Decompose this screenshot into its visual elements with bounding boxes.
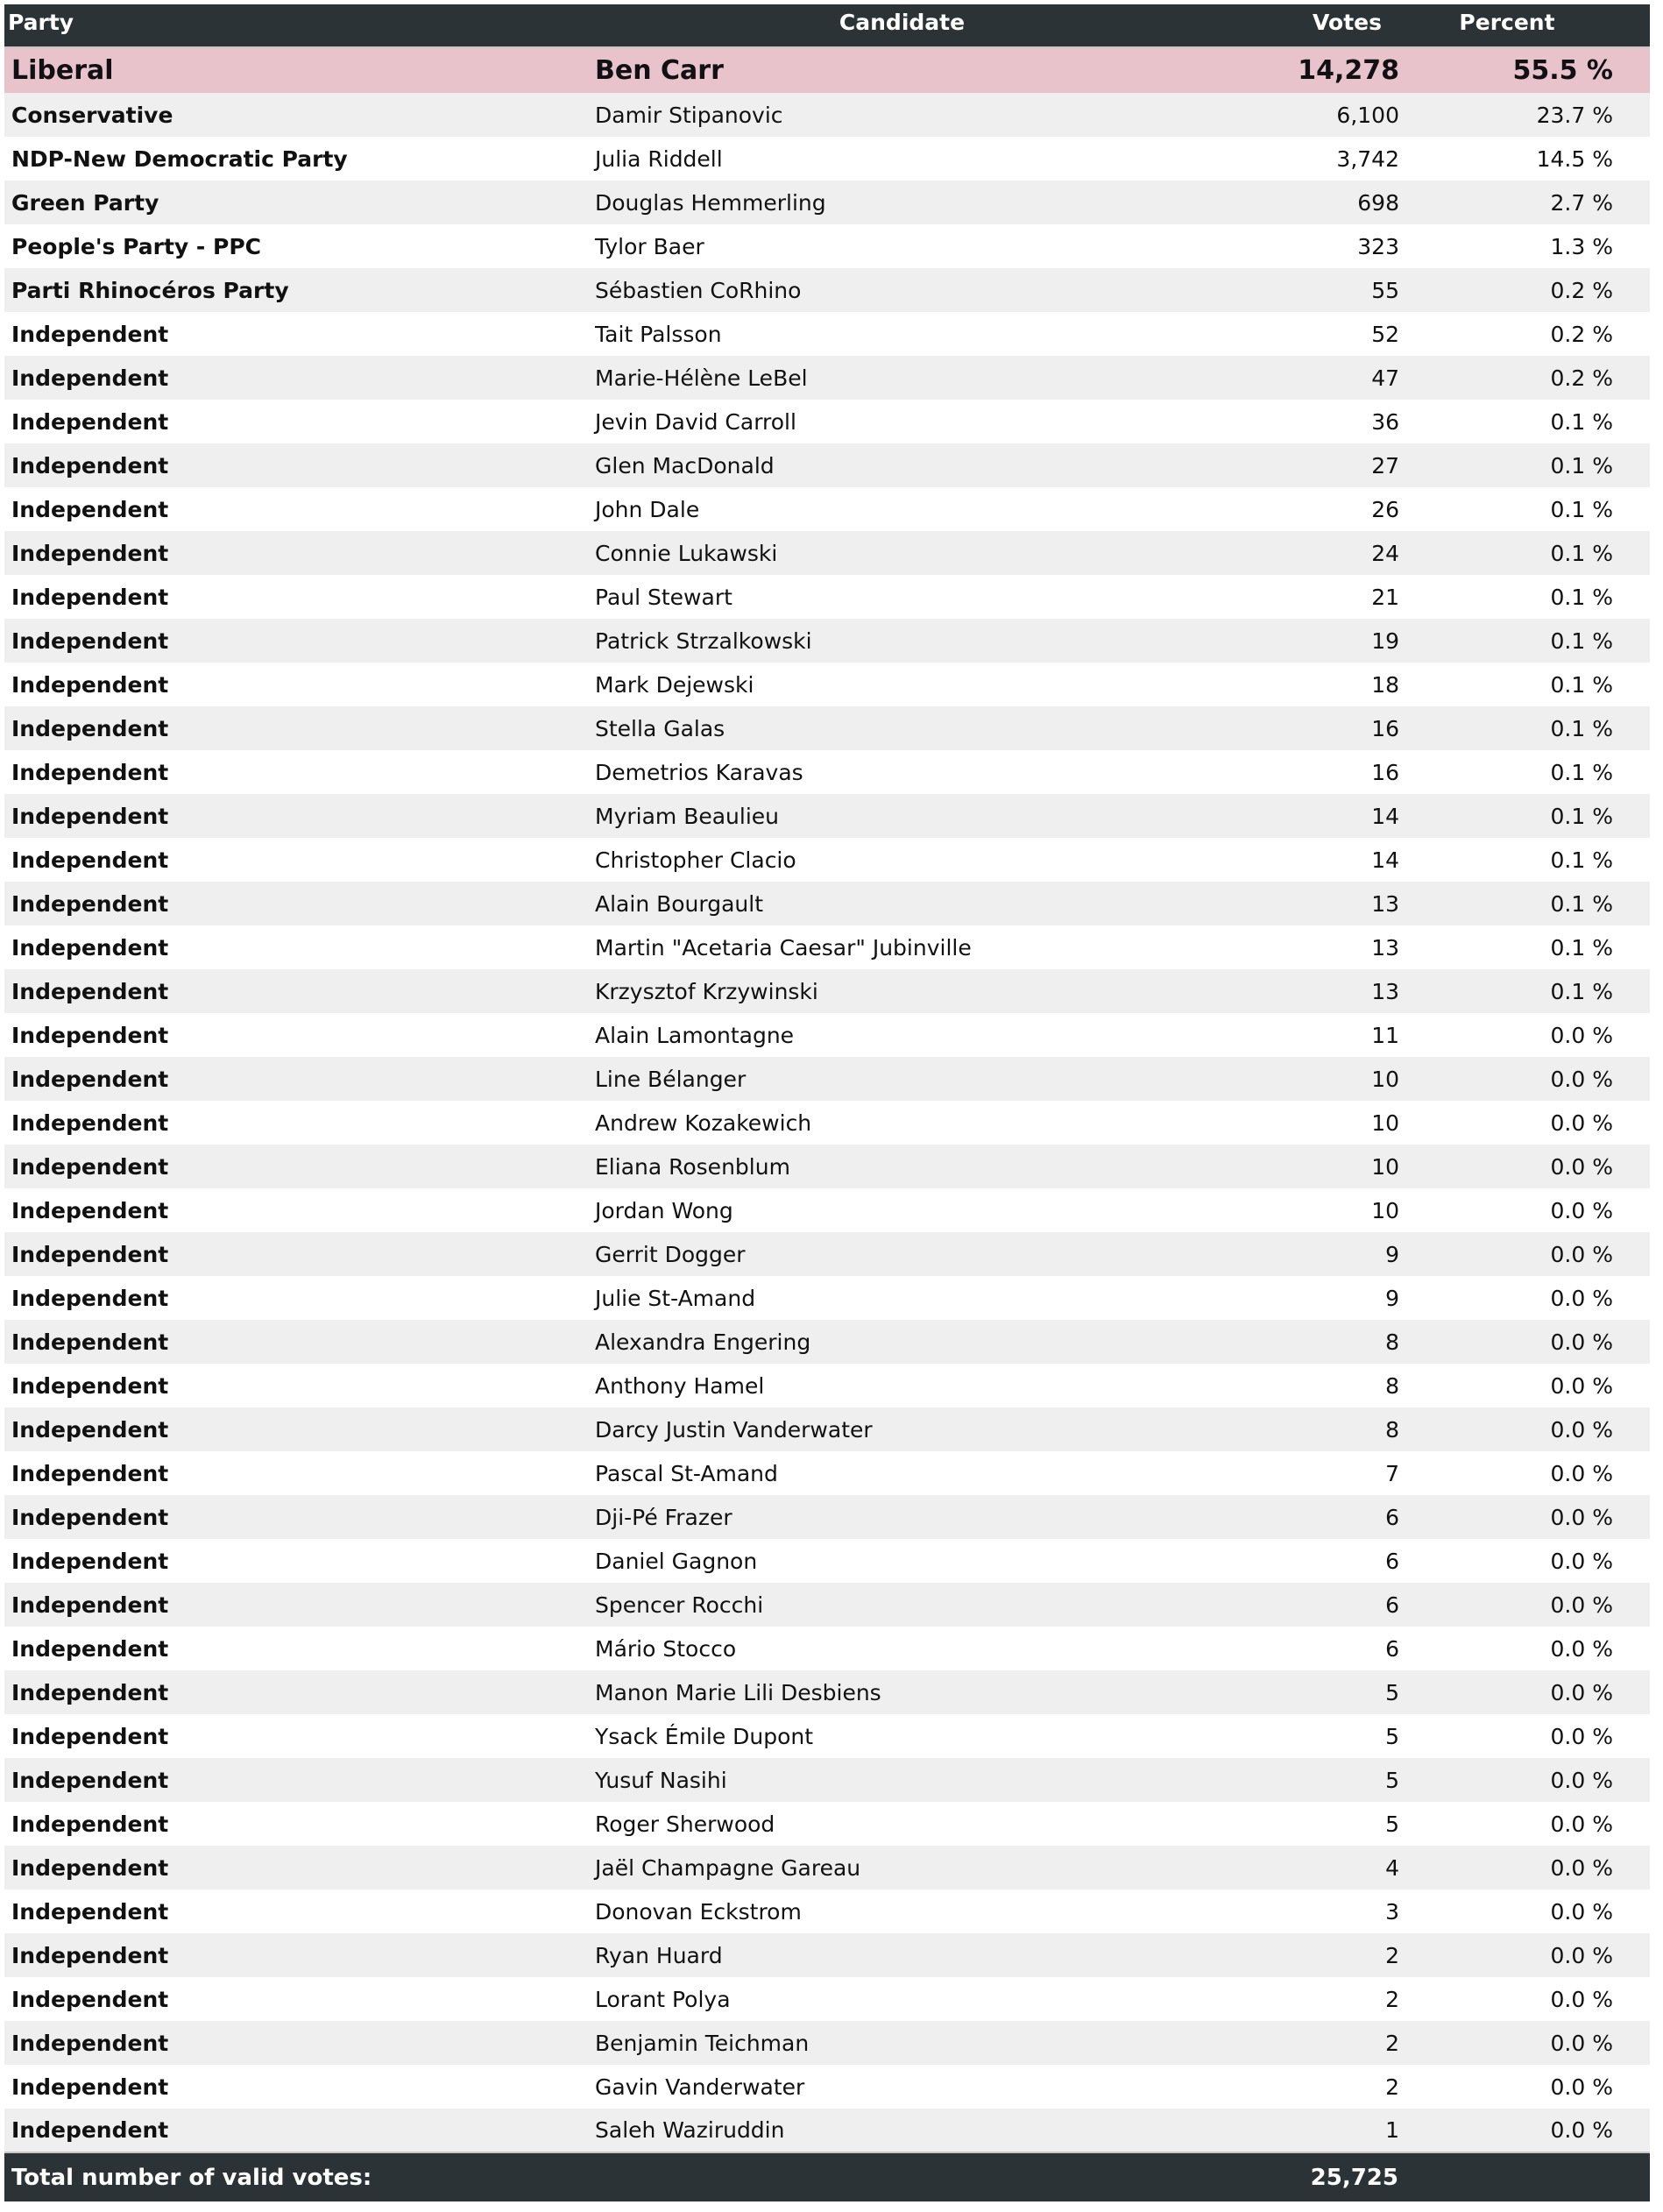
candidate-cell: Marie-Hélène LeBel — [595, 365, 808, 391]
party-cell: Independent — [11, 1504, 169, 1530]
table-row — [4, 487, 1650, 531]
percent-cell: 0.0 % — [1550, 1942, 1613, 1968]
percent-cell: 2.7 % — [1550, 189, 1613, 216]
party-cell: Independent — [11, 671, 169, 698]
table-row — [4, 1188, 1650, 1232]
party-cell: Independent — [11, 978, 169, 1004]
candidate-cell: Krzysztof Krzywinski — [595, 978, 818, 1004]
table-row — [4, 706, 1650, 750]
votes-cell: 5 — [1385, 1811, 1399, 1837]
votes-cell: 3 — [1385, 1898, 1399, 1925]
party-cell: Parti Rhinocéros Party — [11, 277, 289, 303]
table-row — [4, 181, 1650, 224]
candidate-cell: Connie Lukawski — [595, 540, 778, 566]
table-row — [4, 2065, 1650, 2109]
percent-cell: 0.0 % — [1550, 1898, 1613, 1925]
candidate-cell: Patrick Strzalkowski — [595, 627, 812, 654]
table-row — [4, 93, 1650, 137]
table-row — [4, 2021, 1650, 2065]
candidate-cell: Julie St-Amand — [595, 1285, 756, 1311]
table-row — [4, 356, 1650, 400]
candidate-cell: Demetrios Karavas — [595, 759, 803, 785]
candidate-cell: Alain Bourgault — [595, 890, 764, 917]
percent-cell: 0.1 % — [1550, 847, 1613, 873]
party-cell: Independent — [11, 627, 169, 654]
table-row — [4, 137, 1650, 181]
votes-cell: 4 — [1385, 1854, 1399, 1881]
party-cell: Independent — [11, 452, 169, 479]
votes-cell: 1 — [1385, 2117, 1399, 2143]
percent-cell: 0.0 % — [1550, 1767, 1613, 1793]
party-cell: Independent — [11, 1416, 169, 1443]
party-cell: Independent — [11, 2117, 169, 2143]
candidate-cell: Stella Galas — [595, 715, 725, 741]
candidate-cell: Alain Lamontagne — [595, 1022, 795, 1048]
percent-cell: 0.0 % — [1550, 1548, 1613, 1574]
percent-cell: 0.1 % — [1550, 759, 1613, 785]
table-row — [4, 1583, 1650, 1627]
candidate-cell: Tait Palsson — [595, 321, 722, 347]
candidate-cell: Jordan Wong — [595, 1197, 733, 1223]
votes-cell: 6 — [1385, 1504, 1399, 1530]
table-row — [4, 1101, 1650, 1145]
votes-cell: 9 — [1385, 1285, 1399, 1311]
total-percent-empty — [1399, 2152, 1650, 2201]
table-header-row — [4, 4, 1650, 47]
percent-cell: 0.0 % — [1550, 1635, 1613, 1662]
candidate-cell: Gerrit Dogger — [595, 1241, 746, 1267]
percent-cell: 0.1 % — [1550, 890, 1613, 917]
candidate-cell: Mark Dejewski — [595, 671, 754, 698]
table-row — [4, 1364, 1650, 1407]
candidate-cell: Mário Stocco — [595, 1635, 737, 1662]
candidate-cell: Jevin David Carroll — [595, 408, 796, 435]
header-percent: Percent — [1399, 4, 1650, 47]
candidate-cell: Myriam Beaulieu — [595, 803, 780, 829]
table-row-winner — [4, 47, 1650, 93]
percent-cell: 0.0 % — [1550, 1066, 1613, 1092]
votes-cell: 9 — [1385, 1241, 1399, 1267]
party-cell: Independent — [11, 408, 169, 435]
candidate-cell: Paul Stewart — [595, 584, 732, 610]
candidate-cell: Christopher Clacio — [595, 847, 796, 873]
candidate-cell: Darcy Justin Vanderwater — [595, 1416, 873, 1443]
header-votes: Votes — [1220, 4, 1399, 47]
table-row — [4, 1977, 1650, 2021]
percent-cell: 0.1 % — [1550, 584, 1613, 610]
party-cell: Green Party — [11, 189, 159, 216]
percent-cell: 0.0 % — [1550, 1592, 1613, 1618]
candidate-cell: John Dale — [595, 496, 700, 522]
votes-cell: 10 — [1371, 1153, 1399, 1180]
table-row — [4, 1145, 1650, 1188]
table-row — [4, 1013, 1650, 1057]
votes-cell: 14 — [1371, 847, 1399, 873]
percent-cell: 0.0 % — [1550, 1372, 1613, 1399]
candidate-cell: Dji-Pé Frazer — [595, 1504, 732, 1530]
party-cell: Independent — [11, 1679, 169, 1705]
votes-cell: 16 — [1371, 759, 1399, 785]
percent-cell: 0.0 % — [1550, 2030, 1613, 2056]
table-row — [4, 838, 1650, 882]
party-cell: Independent — [11, 1372, 169, 1399]
votes-cell: 2 — [1385, 1942, 1399, 1968]
party-cell: Independent — [11, 1460, 169, 1486]
table-row — [4, 969, 1650, 1013]
party-cell: Independent — [11, 1285, 169, 1311]
party-cell: Independent — [11, 1986, 169, 2012]
table-row — [4, 1846, 1650, 1889]
votes-cell: 21 — [1371, 584, 1399, 610]
total-label: Total number of valid votes: — [4, 2152, 1220, 2201]
party-cell: NDP-New Democratic Party — [11, 145, 348, 172]
votes-cell: 5 — [1385, 1767, 1399, 1793]
table-row — [4, 794, 1650, 838]
party-cell: Independent — [11, 1898, 169, 1925]
table-row — [4, 1933, 1650, 1977]
percent-cell: 0.1 % — [1550, 671, 1613, 698]
party-cell: Independent — [11, 1110, 169, 1136]
candidate-cell: Damir Stipanovic — [595, 102, 783, 128]
votes-cell: 14,278 — [1298, 55, 1399, 86]
candidate-cell: Julia Riddell — [595, 145, 723, 172]
votes-cell: 24 — [1371, 540, 1399, 566]
party-cell: Independent — [11, 496, 169, 522]
candidate-cell: Ysack Émile Dupont — [595, 1723, 814, 1749]
party-cell: Independent — [11, 1241, 169, 1267]
table-row — [4, 1670, 1650, 1714]
candidate-cell: Anthony Hamel — [595, 1372, 765, 1399]
party-cell: Independent — [11, 540, 169, 566]
votes-cell: 6 — [1385, 1592, 1399, 1618]
votes-cell: 18 — [1371, 671, 1399, 698]
percent-cell: 0.1 % — [1550, 715, 1613, 741]
votes-cell: 47 — [1371, 365, 1399, 391]
percent-cell: 0.1 % — [1550, 452, 1613, 479]
party-cell: Independent — [11, 1635, 169, 1662]
percent-cell: 0.0 % — [1550, 1329, 1613, 1355]
results-table-container — [4, 4, 1650, 2201]
votes-cell: 7 — [1385, 1460, 1399, 1486]
election-results-table — [4, 4, 1650, 2201]
table-row — [4, 1802, 1650, 1846]
party-cell: Independent — [11, 321, 169, 347]
votes-cell: 10 — [1371, 1110, 1399, 1136]
table-row — [4, 1495, 1650, 1539]
percent-cell: 0.0 % — [1550, 1022, 1613, 1048]
percent-cell: 1.3 % — [1550, 233, 1613, 259]
votes-cell: 11 — [1371, 1022, 1399, 1048]
percent-cell: 55.5 % — [1512, 55, 1613, 86]
percent-cell: 0.0 % — [1550, 1416, 1613, 1443]
party-cell: Independent — [11, 1854, 169, 1881]
party-cell: Independent — [11, 2074, 169, 2100]
table-row — [4, 312, 1650, 356]
percent-cell: 0.0 % — [1550, 1241, 1613, 1267]
party-cell: Independent — [11, 890, 169, 917]
table-row — [4, 575, 1650, 619]
candidate-cell: Roger Sherwood — [595, 1811, 775, 1837]
votes-cell: 10 — [1371, 1066, 1399, 1092]
table-row — [4, 1539, 1650, 1583]
votes-cell: 2 — [1385, 1986, 1399, 2012]
table-row — [4, 224, 1650, 268]
candidate-cell: Andrew Kozakewich — [595, 1110, 812, 1136]
candidate-cell: Spencer Rocchi — [595, 1592, 764, 1618]
candidate-cell: Tylor Baer — [595, 233, 704, 259]
votes-cell: 6,100 — [1336, 102, 1399, 128]
votes-cell: 6 — [1385, 1548, 1399, 1574]
table-row — [4, 1627, 1650, 1670]
percent-cell: 0.0 % — [1550, 2117, 1613, 2143]
percent-cell: 0.0 % — [1550, 1986, 1613, 2012]
table-row — [4, 750, 1650, 794]
table-row — [4, 1407, 1650, 1451]
votes-cell: 27 — [1371, 452, 1399, 479]
party-cell: Liberal — [11, 55, 114, 86]
percent-cell: 0.1 % — [1550, 540, 1613, 566]
votes-cell: 16 — [1371, 715, 1399, 741]
percent-cell: 0.0 % — [1550, 1723, 1613, 1749]
party-cell: Independent — [11, 847, 169, 873]
votes-cell: 8 — [1385, 1372, 1399, 1399]
table-row — [4, 1714, 1650, 1758]
percent-cell: 0.0 % — [1550, 1811, 1613, 1837]
candidate-cell: Manon Marie Lili Desbiens — [595, 1679, 881, 1705]
table-row — [4, 443, 1650, 487]
percent-cell: 0.0 % — [1550, 1504, 1613, 1530]
table-row — [4, 400, 1650, 443]
candidate-cell: Ben Carr — [595, 55, 724, 86]
party-cell: Independent — [11, 1811, 169, 1837]
percent-cell: 0.1 % — [1550, 627, 1613, 654]
votes-cell: 2 — [1385, 2030, 1399, 2056]
percent-cell: 0.1 % — [1550, 978, 1613, 1004]
percent-cell: 0.1 % — [1550, 408, 1613, 435]
results-body — [4, 47, 1650, 2152]
party-cell: Independent — [11, 1153, 169, 1180]
votes-cell: 14 — [1371, 803, 1399, 829]
percent-cell: 0.0 % — [1550, 1854, 1613, 1881]
votes-cell: 8 — [1385, 1416, 1399, 1443]
party-cell: Independent — [11, 1723, 169, 1749]
table-row — [4, 1451, 1650, 1495]
candidate-cell: Yusuf Nasihi — [595, 1767, 727, 1793]
candidate-cell: Pascal St-Amand — [595, 1460, 778, 1486]
party-cell: Independent — [11, 1548, 169, 1574]
percent-cell: 0.0 % — [1550, 1110, 1613, 1136]
party-cell: Independent — [11, 1592, 169, 1618]
votes-cell: 5 — [1385, 1679, 1399, 1705]
votes-cell: 36 — [1371, 408, 1399, 435]
party-cell: Conservative — [11, 102, 173, 128]
candidate-cell: Ryan Huard — [595, 1942, 723, 1968]
votes-cell: 8 — [1385, 1329, 1399, 1355]
table-row — [4, 1232, 1650, 1276]
table-row — [4, 1320, 1650, 1364]
table-row — [4, 882, 1650, 925]
votes-cell: 26 — [1371, 496, 1399, 522]
candidate-cell: Donovan Eckstrom — [595, 1898, 802, 1925]
percent-cell: 0.0 % — [1550, 1153, 1613, 1180]
table-row — [4, 268, 1650, 312]
percent-cell: 0.0 % — [1550, 1285, 1613, 1311]
votes-cell: 52 — [1371, 321, 1399, 347]
party-cell: Independent — [11, 1767, 169, 1793]
votes-cell: 10 — [1371, 1197, 1399, 1223]
candidate-cell: Daniel Gagnon — [595, 1548, 758, 1574]
party-cell: Independent — [11, 1066, 169, 1092]
candidate-cell: Eliana Rosenblum — [595, 1153, 790, 1180]
party-cell: Independent — [11, 803, 169, 829]
candidate-cell: Saleh Waziruddin — [595, 2117, 785, 2143]
party-cell: Independent — [11, 934, 169, 961]
votes-cell: 19 — [1371, 627, 1399, 654]
party-cell: Independent — [11, 1329, 169, 1355]
percent-cell: 0.0 % — [1550, 1460, 1613, 1486]
candidate-cell: Glen MacDonald — [595, 452, 775, 479]
percent-cell: 14.5 % — [1536, 145, 1613, 172]
candidate-cell: Benjamin Teichman — [595, 2030, 810, 2056]
total-row — [4, 2152, 1650, 2201]
percent-cell: 0.1 % — [1550, 496, 1613, 522]
party-cell: Independent — [11, 584, 169, 610]
percent-cell: 23.7 % — [1536, 102, 1613, 128]
party-cell: People's Party - PPC — [11, 233, 261, 259]
party-cell: Independent — [11, 2030, 169, 2056]
votes-cell: 13 — [1371, 890, 1399, 917]
votes-cell: 13 — [1371, 934, 1399, 961]
votes-cell: 698 — [1357, 189, 1399, 216]
header-party: Party — [4, 4, 584, 47]
votes-cell: 2 — [1385, 2074, 1399, 2100]
table-row — [4, 619, 1650, 663]
candidate-cell: Lorant Polya — [595, 1986, 731, 2012]
percent-cell: 0.1 % — [1550, 803, 1613, 829]
table-row — [4, 1276, 1650, 1320]
party-cell: Independent — [11, 365, 169, 391]
candidate-cell: Line Bélanger — [595, 1066, 747, 1092]
candidate-cell: Douglas Hemmerling — [595, 189, 826, 216]
party-cell: Independent — [11, 1197, 169, 1223]
table-row — [4, 1889, 1650, 1933]
votes-cell: 3,742 — [1336, 145, 1399, 172]
table-row — [4, 663, 1650, 706]
party-cell: Independent — [11, 1022, 169, 1048]
percent-cell: 0.1 % — [1550, 934, 1613, 961]
table-row — [4, 925, 1650, 969]
party-cell: Independent — [11, 1942, 169, 1968]
table-row — [4, 531, 1650, 575]
candidate-cell: Sébastien CoRhino — [595, 277, 802, 303]
table-row — [4, 1057, 1650, 1101]
percent-cell: 0.0 % — [1550, 2074, 1613, 2100]
votes-cell: 6 — [1385, 1635, 1399, 1662]
candidate-cell: Martin "Acetaria Caesar" Jubinville — [595, 934, 972, 961]
percent-cell: 0.2 % — [1550, 321, 1613, 347]
party-cell: Independent — [11, 759, 169, 785]
percent-cell: 0.2 % — [1550, 365, 1613, 391]
percent-cell: 0.0 % — [1550, 1197, 1613, 1223]
table-row — [4, 2109, 1650, 2152]
votes-cell: 13 — [1371, 978, 1399, 1004]
votes-cell: 55 — [1371, 277, 1399, 303]
total-votes: 25,725 — [1220, 2152, 1399, 2201]
header-candidate: Candidate — [584, 4, 1220, 47]
party-cell: Independent — [11, 715, 169, 741]
percent-cell: 0.2 % — [1550, 277, 1613, 303]
candidate-cell: Alexandra Engering — [595, 1329, 811, 1355]
candidate-cell: Jaël Champagne Gareau — [595, 1854, 861, 1881]
percent-cell: 0.0 % — [1550, 1679, 1613, 1705]
candidate-cell: Gavin Vanderwater — [595, 2074, 805, 2100]
votes-cell: 323 — [1357, 233, 1399, 259]
table-row — [4, 1758, 1650, 1802]
votes-cell: 5 — [1385, 1723, 1399, 1749]
